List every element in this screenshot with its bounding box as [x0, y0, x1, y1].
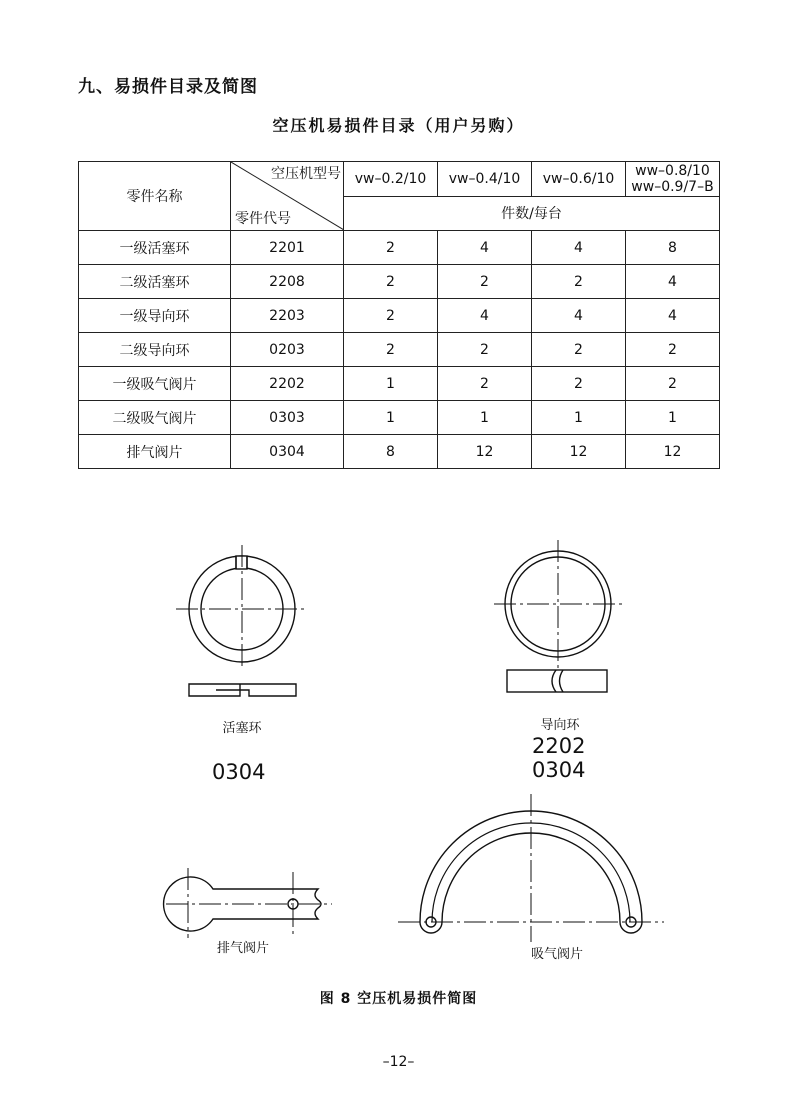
- qty-cell: 1: [344, 367, 438, 401]
- qty-header: 件数/每台: [344, 196, 720, 231]
- qty-cell: 2: [626, 367, 720, 401]
- figure-caption: 图 8 空压机易损件简图: [319, 991, 478, 1007]
- qty-cell: 2: [438, 333, 532, 367]
- part-name: 一级导向环: [79, 299, 231, 333]
- qty-cell: 2: [344, 231, 438, 265]
- qty-cell: 4: [532, 231, 626, 265]
- qty-cell: 12: [438, 435, 532, 469]
- qty-cell: 2: [344, 299, 438, 333]
- model-col-4-line1: ww–0.8/10: [635, 162, 710, 179]
- qty-cell: 2: [438, 367, 532, 401]
- qty-cell: 2: [532, 265, 626, 299]
- qty-cell: 8: [626, 231, 720, 265]
- qty-cell: 2: [344, 333, 438, 367]
- piston-ring-label: 活塞环: [222, 721, 262, 736]
- part-name: 一级吸气阀片: [79, 367, 231, 401]
- model-col-2: vw–0.4/10: [438, 162, 532, 197]
- qty-cell: 1: [438, 401, 532, 435]
- part-code: 0304: [231, 435, 344, 469]
- part-code: 2202: [231, 367, 344, 401]
- part-code: 2203: [231, 299, 344, 333]
- qty-cell: 2: [344, 265, 438, 299]
- header-code: 零件代号: [235, 211, 291, 227]
- part-name: 二级导向环: [79, 333, 231, 367]
- piston-ring-drawing: [176, 545, 308, 696]
- exhaust-valve-drawing: [164, 868, 332, 938]
- suction-valve-label: 吸气阀片: [530, 947, 583, 962]
- qty-cell: 12: [532, 435, 626, 469]
- qty-cell: 4: [438, 299, 532, 333]
- qty-cell: 4: [626, 299, 720, 333]
- model-col-4-line2: ww–0.9/7–B: [631, 178, 714, 195]
- part-code: 0203: [231, 333, 344, 367]
- qty-cell: 2: [438, 265, 532, 299]
- model-col-1: vw–0.2/10: [344, 162, 438, 197]
- part-name: 二级活塞环: [79, 265, 231, 299]
- qty-cell: 8: [344, 435, 438, 469]
- section-title: 九、易损件目录及简图: [78, 77, 258, 97]
- part-code: 2201: [231, 231, 344, 265]
- part-name: 一级活塞环: [79, 231, 231, 265]
- qty-cell: 1: [344, 401, 438, 435]
- qty-cell: 2: [626, 333, 720, 367]
- guide-ring-label: 导向环: [540, 718, 580, 733]
- model-col-3: vw–0.6/10: [532, 162, 626, 197]
- part-code: 0303: [231, 401, 344, 435]
- qty-cell: 4: [532, 299, 626, 333]
- qty-cell: 2: [532, 367, 626, 401]
- qty-cell: 4: [626, 265, 720, 299]
- qty-cell: 4: [438, 231, 532, 265]
- qty-cell: 12: [626, 435, 720, 469]
- piston-ring-code: 0304: [212, 760, 266, 784]
- qty-cell: 1: [532, 401, 626, 435]
- table-title: 空压机易损件目录（用户另购）: [272, 116, 525, 135]
- guide-ring-code-2: 0304: [532, 758, 586, 782]
- part-name: 排气阀片: [79, 435, 231, 469]
- exhaust-valve-label: 排气阀片: [216, 941, 269, 956]
- guide-ring-code-1: 2202: [532, 734, 586, 758]
- guide-ring-drawing: [494, 540, 622, 692]
- qty-cell: 2: [532, 333, 626, 367]
- header-model: 空压机型号: [271, 166, 341, 182]
- page-number: –12–: [382, 1054, 415, 1070]
- header-part-name: 零件名称: [79, 162, 231, 231]
- part-code: 2208: [231, 265, 344, 299]
- qty-cell: 1: [626, 401, 720, 435]
- part-name: 二级吸气阀片: [79, 401, 231, 435]
- suction-valve-drawing: [398, 794, 664, 942]
